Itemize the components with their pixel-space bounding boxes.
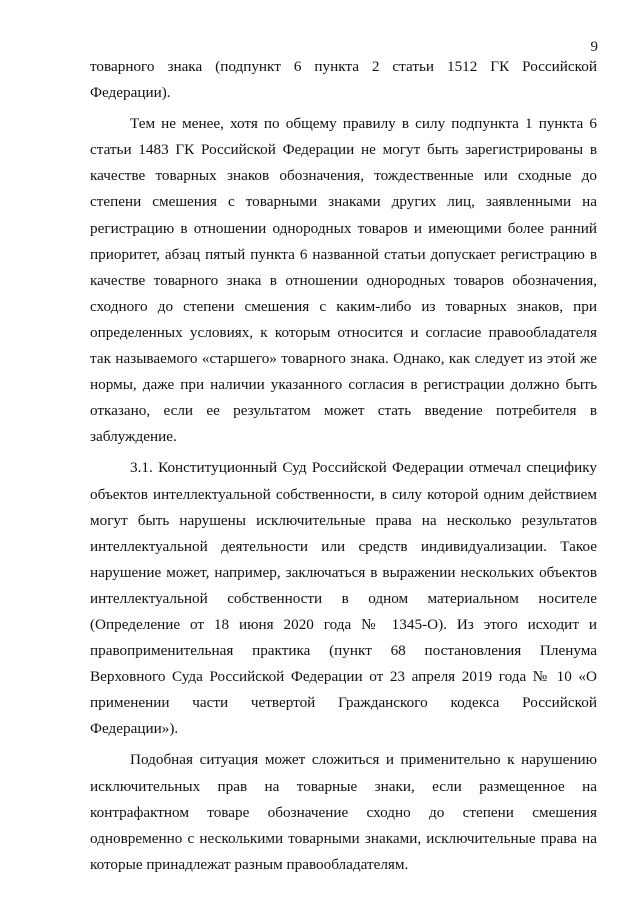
text-line: товарного знака (подпункт 6 пункта 2 статьи 1512 ГК Российской xyxy=(90,58,597,75)
text-line: интеллектуальной собственности в одном материальном носителе xyxy=(90,589,597,607)
paragraph-2 xyxy=(90,111,597,450)
text-line: Федерации). xyxy=(90,84,171,102)
text-line: применении части четвертой Гражданского кодекса Российской xyxy=(90,694,597,712)
text-line: Тем не менее, хотя по общему правилу в силу подпункта 1 пункта 6 xyxy=(130,115,597,133)
text-line: сходного до степени смешения с каким-либо из товарных знаков, при xyxy=(90,297,597,315)
page-number: 9 xyxy=(590,39,598,55)
text-line: регистрацию в отношении однородных товаров и имеющими более ранний xyxy=(90,219,597,237)
text-line: Верховного Суда Российской Федерации от 23 апреля 2019 года № 10 «О xyxy=(90,668,597,686)
paragraph-3 xyxy=(90,455,597,742)
text-line: заблуждение. xyxy=(90,428,177,446)
text-line: контрафактном товаре обозначение сходно до степени смешения xyxy=(90,803,597,821)
text-line: интеллектуальной деятельности или средств индивидуализации. Такое xyxy=(90,537,597,555)
text-line: 3.1. Конституционный Суд Российской Федерации отмечал специфику xyxy=(130,459,597,477)
paragraph-1 xyxy=(90,54,597,106)
text-line: объектов интеллектуальной собственности, в силу которой одним действием xyxy=(90,485,597,503)
text-line: приоритет, абзац пятый пункта 6 названной статьи допускает регистрацию в xyxy=(90,245,597,263)
text-line: качестве товарного знака в отношении однородных товаров обозначения, xyxy=(90,271,597,289)
text-line: Федерации»). xyxy=(90,720,179,738)
text-line: качестве товарных знаков обозначения, тождественные или сходные до xyxy=(90,167,597,185)
text-line: нормы, даже при наличии указанного согласия в регистрации должно быть xyxy=(90,376,597,394)
text-line: (Определение от 18 июня 2020 года № 1345-О). Из этого исходит и xyxy=(90,615,597,633)
text-line: отказано, если ее результатом может стать введение потребителя в xyxy=(90,402,597,420)
document-body xyxy=(90,54,597,878)
text-line: могут быть нарушены исключительные права на несколько результатов xyxy=(90,511,597,529)
text-line: нарушение может, например, заключаться в выражении нескольких объектов xyxy=(90,563,597,581)
text-line: определенных условиях, к которым относится и согласие правообладателя xyxy=(90,323,597,341)
text-line: так называемого «старшего» товарного знака. Однако, как следует из этой же xyxy=(90,350,597,368)
text-line: правоприменительная практика (пункт 68 постановления Пленума xyxy=(90,642,597,660)
text-line: которые принадлежат разным правообладателям. xyxy=(90,855,409,873)
text-line: исключительных прав на товарные знаки, если размещенное на xyxy=(90,777,597,795)
text-line: статьи 1483 ГК Российской Федерации не могут быть зарегистрированы в xyxy=(90,141,597,159)
paragraph-4 xyxy=(90,747,597,877)
text-line: одновременно с несколькими товарными знаками, исключительные права на xyxy=(90,829,597,847)
text-line: степени смешения с товарными знаками других лиц, заявленными на xyxy=(90,193,597,211)
text-line: Подобная ситуация может сложиться и применительно к нарушению xyxy=(130,751,597,769)
